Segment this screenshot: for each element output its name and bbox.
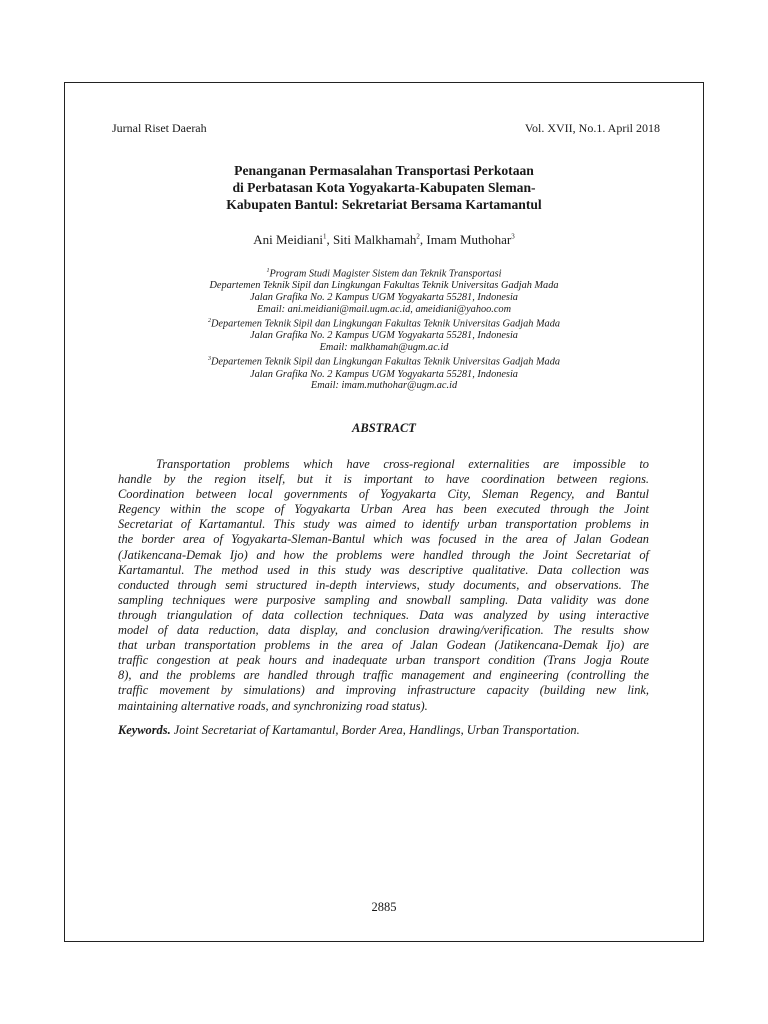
keywords-label: Keywords. [118, 723, 171, 737]
abstract-line: Secretariat of Kartamantul. This study was aimed to identify urban transportation problems in [118, 517, 649, 532]
abstract-line: maintaining alternative roads, and synchronizing road status). [118, 698, 428, 713]
affiliation-text: Departemen Teknik Sipil dan Lingkungan Fakultas Teknik Universitas Gadjah Mada [210, 318, 560, 330]
affiliation-line [64, 304, 704, 316]
abstract-heading: ABSTRACT [352, 421, 416, 435]
abstract-line: Coordination between local governments of Yogyakarta City, Sleman Regency, and Bantul [118, 487, 649, 502]
affiliation-marker: 2 [207, 318, 211, 325]
author-name: Imam Muthohar [426, 232, 512, 247]
keywords-text: Joint Secretariat of Kartamantul, Border Area, Handlings, Urban Transportation. [170, 723, 580, 737]
page-number: 2885 [371, 900, 397, 914]
author-affil-marker: 1 [322, 232, 327, 241]
author-name: Siti Malkhamah [332, 232, 417, 247]
affiliation-text: Jalan Grafika No. 2 Kampus UGM Yogyakarta 55281, Indonesia [250, 368, 518, 380]
abstract-line: sampling techniques were purposive sampling and snowball sampling. Data validity was done [118, 592, 649, 607]
paper-title [64, 162, 704, 213]
abstract-line: Regency within the scope of Yogyakarta Urban Area has been executed through the Joint [118, 502, 649, 517]
keywords-line [118, 723, 580, 738]
affiliation-line [64, 354, 704, 368]
affiliation-text: Program Studi Magister Sistem dan Teknik Transportasi [269, 268, 502, 280]
abstract-line: through triangulation of data collection techniques. Data was analyzed by using interactive [118, 607, 649, 622]
author-affil-marker: 3 [511, 232, 515, 241]
author-affil-marker: 2 [416, 232, 420, 241]
title-line: Kabupaten Bantul: Sekretariat Bersama Kartamantul [226, 197, 542, 212]
journal-name: Jurnal Riset Daerah [112, 121, 207, 135]
affiliation-text: Email: malkhamah@ugm.ac.id [319, 342, 449, 354]
affiliation-line [64, 380, 704, 392]
title-line: di Perbatasan Kota Yogyakarta-Kabupaten Sleman- [232, 180, 536, 195]
affiliation-line [64, 369, 704, 381]
abstract-line: model of data reduction, data display, and conclusion drawing/verification. The results show [118, 623, 649, 638]
abstract-line: 8), and the problems are handled through traffic management and engineering (controlling the [118, 668, 649, 683]
affiliation-line [64, 342, 704, 354]
affiliation-line [64, 292, 704, 304]
abstract-line: (Jatikencana-Demak Ijo) and how the problems were handled through the Joint Secretariat of [118, 547, 649, 562]
abstract-line: conducted through semi structured in-depth interviews, study documents, and observations. The [118, 577, 649, 592]
affiliation-line [64, 266, 704, 280]
abstract-line: handle by the region itself, but it is important to have coordination between regions. [118, 472, 649, 487]
affiliation-text: Email: ani.meidiani@mail.ugm.ac.id, ameidiani@yahoo.com [256, 304, 512, 316]
affiliation-line [64, 280, 704, 292]
abstract-body [118, 457, 649, 714]
affiliation-marker: 1 [266, 268, 270, 274]
abstract-line: Kartamantul. The method used in this study was descriptive qualitative. Data collection was [118, 562, 649, 577]
title-line: Penanganan Permasalahan Transportasi Perkotaan [234, 163, 534, 178]
author-list: Ani Meidiani$^1$, Siti Malkhamah$^2$, Imam Muthohar$^3$ [253, 232, 515, 247]
abstract-line: traffic movement by simulations) and improving infrastructure capacity (building new link, [118, 683, 649, 698]
affiliation-text: Email: imam.muthohar@ugm.ac.id [310, 380, 458, 392]
affiliation-line [64, 330, 704, 342]
abstract-line: Transportation problems which have cross-regional externalities are impossible to [156, 457, 649, 471]
author-name: Ani Meidiani [253, 232, 323, 247]
affiliation-marker: 3 [207, 356, 211, 363]
affiliation-line [64, 316, 704, 330]
affiliation-text: Jalan Grafika No. 2 Kampus UGM Yogyakarta 55281, Indonesia [250, 330, 518, 342]
abstract-line: that urban transportation problems in the area of Jalan Godean (Jatikencana-Demak Ijo) are [118, 638, 649, 653]
affiliation-text: Jalan Grafika No. 2 Kampus UGM Yogyakarta 55281, Indonesia [250, 292, 518, 304]
journal-volume: Vol. XVII, No.1. April 2018 [524, 121, 660, 135]
affiliations [64, 266, 704, 392]
affiliation-text: Departemen Teknik Sipil dan Lingkungan Fakultas Teknik Universitas Gadjah Mada [209, 280, 559, 292]
affiliation-text: Departemen Teknik Sipil dan Lingkungan Fakultas Teknik Universitas Gadjah Mada [210, 356, 560, 368]
abstract-line: traffic congestion at peak hours and inadequate urban transport condition (Trans Jogja Route [118, 653, 649, 668]
abstract-line: the border area of Yogyakarta-Sleman-Bantul which was focused in the area of Jalan Godean [118, 532, 649, 547]
